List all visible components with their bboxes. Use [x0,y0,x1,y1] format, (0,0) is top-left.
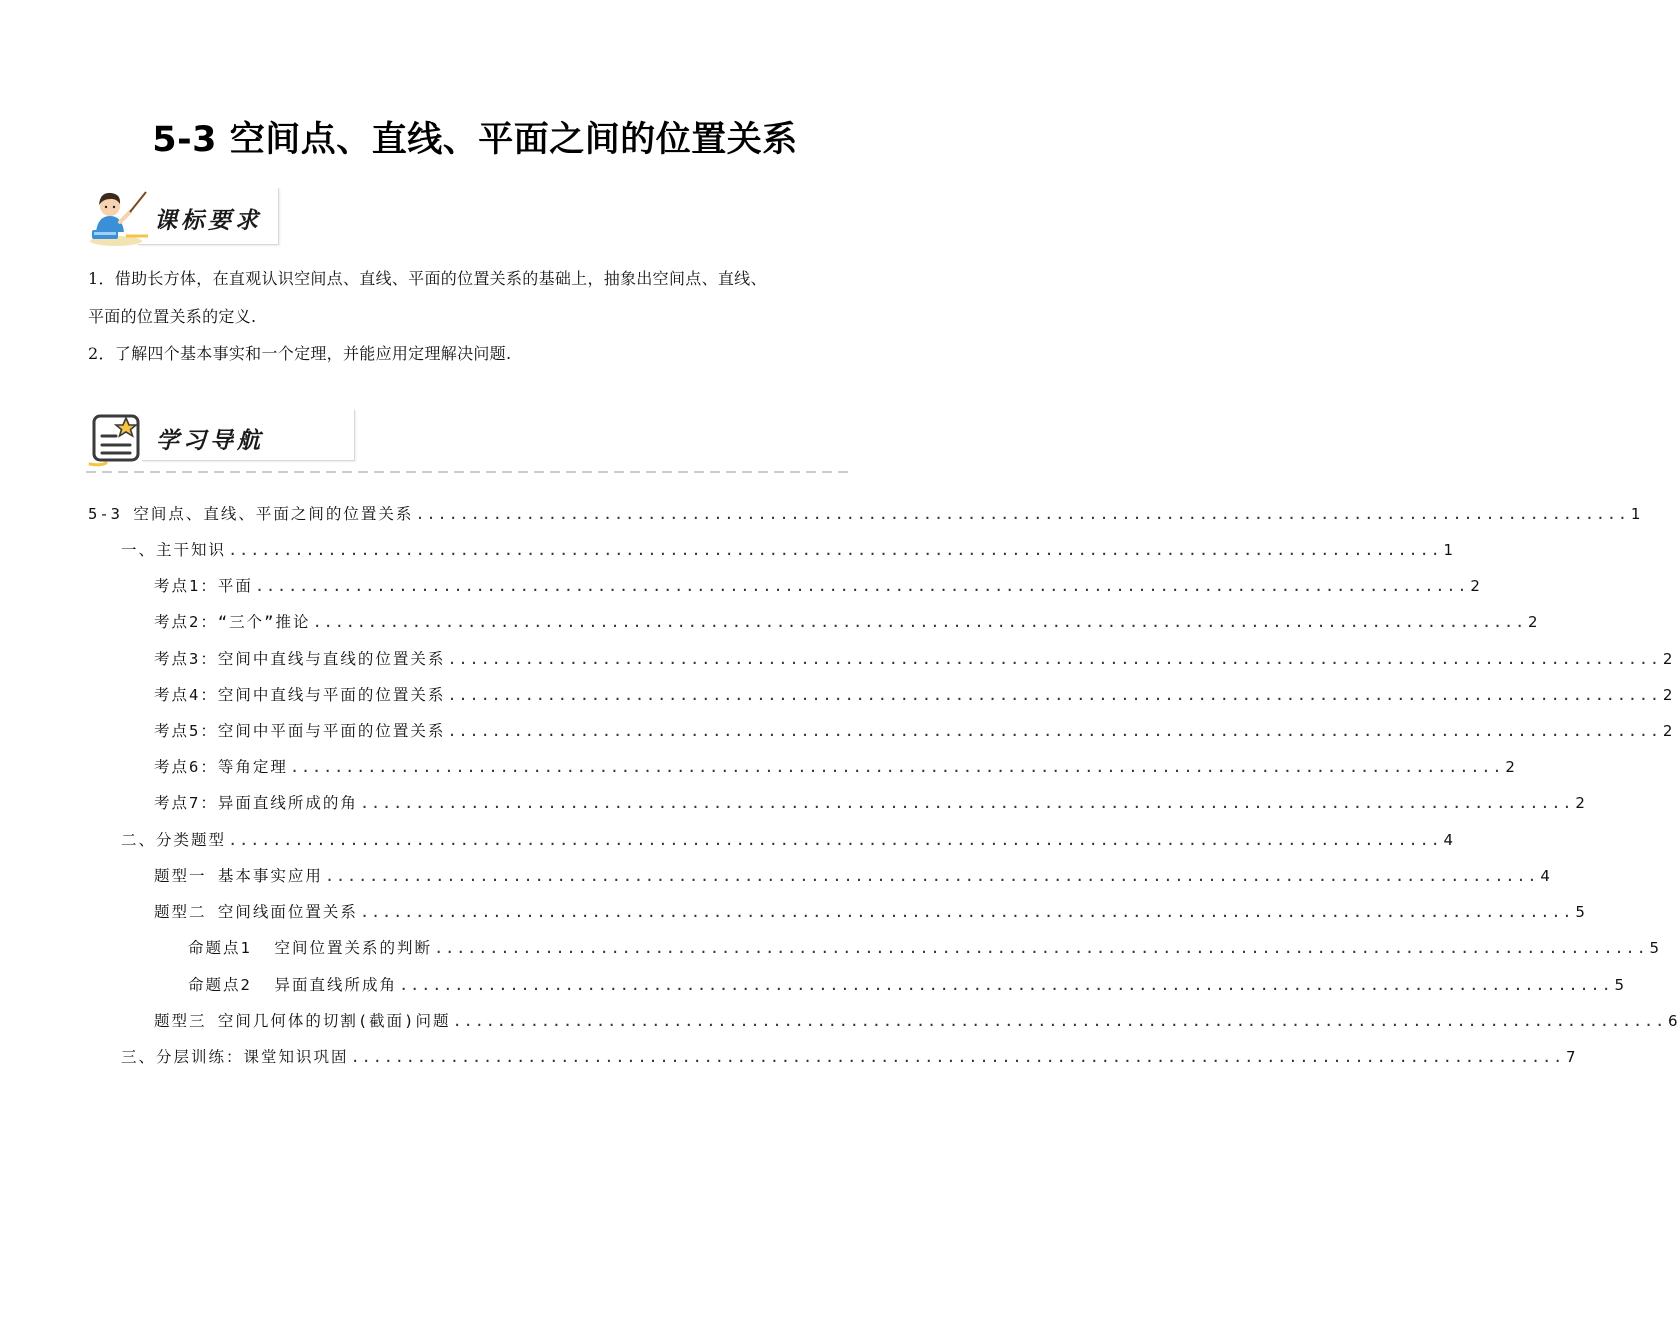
toc-leader-dots: .............................................................................................................. [399,976,1613,994]
toc-leader-dots: .............................................................................................................. [452,1012,1666,1030]
navigation-banner [86,408,358,468]
toc-entry-text: 考点5：空间中平面与平面的位置关系 [154,722,446,740]
toc-entry[interactable] [188,973,1625,995]
toc-entry[interactable] [154,610,1538,632]
toc-entry[interactable] [154,791,1585,813]
toc-entry-text: 考点7：异面直线所成的角 [154,794,358,812]
toc-entry[interactable] [154,864,1550,886]
toc-entry-text: 考点6：等角定理 [154,758,288,776]
toc-page-number: 7 [1566,1048,1576,1066]
toc-page-number: 1 [1630,505,1641,523]
toc-page-number: 1 [1443,541,1454,559]
toc-page-number: 5 [1575,903,1585,921]
toc-entry[interactable] [188,936,1660,958]
toc-page-number: 5 [1649,939,1660,957]
toc-entry-text: 一、主干知识 [121,541,227,559]
toc-entry[interactable] [154,755,1515,777]
toc-leader-dots: .............................................................................................................. [415,505,1629,523]
toc-entry-text: 三、分层训练：课堂知识巩固 [121,1048,349,1066]
toc-entry-text: 命题点1 空间位置关系的判断 [188,939,432,957]
toc-page-number: 2 [1662,722,1673,740]
toc-page-number: 2 [1575,794,1585,812]
toc-leader-dots: .............................................................................................................. [324,867,1539,885]
toc-entry[interactable] [154,574,1480,596]
toc-page-number: 4 [1540,867,1550,885]
toc-entry-text: 考点3：空间中直线与直线的位置关系 [154,650,446,668]
toc-entry[interactable] [121,1045,1576,1067]
toc-entry[interactable] [121,538,1454,560]
toc-leader-dots: .............................................................................................................. [228,541,1442,559]
toc-entry-text: 题型一 基本事实应用 [154,867,323,885]
toc-page-number: 6 [1668,1012,1678,1030]
toc-leader-dots: .............................................................................................................. [254,577,1469,595]
toc-page-number: 2 [1528,613,1538,631]
toc-leader-dots: .............................................................................................................. [312,613,1526,631]
toc-entry[interactable] [88,502,1641,524]
toc-leader-dots: .............................................................................................................. [434,939,1648,957]
toc-page-number: 2 [1662,686,1673,704]
toc-page-number: 2 [1662,650,1673,668]
toc-entry-text: 考点1：平面 [154,577,253,595]
dashed-divider [86,470,852,474]
toc-leader-dots: .............................................................................................................. [359,903,1574,921]
toc-leader-dots: .............................................................................................................. [359,794,1574,812]
toc-entry[interactable] [154,683,1673,705]
toc-page-number: 2 [1505,758,1515,776]
requirements-banner [86,186,286,248]
toc-leader-dots: .............................................................................................................. [447,686,1661,704]
toc-leader-dots: .............................................................................................................. [447,650,1661,668]
requirements-label: 课标要求 [154,207,262,234]
toc-entry-text: 考点2：“三个”推论 [154,613,311,631]
toc-entry[interactable] [154,719,1673,741]
toc-entry[interactable] [154,647,1673,669]
navigation-label: 学习导航 [156,427,264,454]
toc-entry-text: 题型三 空间几何体的切割(截面)问题 [154,1012,451,1030]
toc-entry-text: 题型二 空间线面位置关系 [154,903,358,921]
notebook-star-icon [86,408,148,468]
requirement-line-3: 2．了解四个基本事实和一个定理，并能应用定理解决问题. [88,344,512,363]
toc-leader-dots: .............................................................................................................. [289,758,1504,776]
toc-leader-dots: .............................................................................................................. [447,722,1661,740]
toc-page-number: 4 [1443,831,1454,849]
toc-page-number: 2 [1470,577,1480,595]
toc-leader-dots: .............................................................................................................. [228,831,1442,849]
toc-entry[interactable] [121,828,1454,850]
requirement-line-1: 1．借助长方体，在直观认识空间点、直线、平面的位置关系的基础上，抽象出空间点、直线、 [88,269,767,288]
toc-page-number: 5 [1614,976,1625,994]
toc-leader-dots: .............................................................................................................. [350,1048,1565,1066]
toc-entry-text: 二、分类题型 [121,831,227,849]
teacher-icon [86,186,152,248]
toc-entry-text: 考点4：空间中直线与平面的位置关系 [154,686,446,704]
toc-entry[interactable] [154,900,1585,922]
toc-entry-text: 命题点2 异面直线所成角 [188,976,397,994]
toc-entry[interactable] [154,1009,1678,1031]
requirement-line-2: 平面的位置关系的定义. [88,307,257,326]
toc-entry-text: 5-3 空间点、直线、平面之间的位置关系 [88,505,414,523]
page-title: 5-3 空间点、直线、平面之间的位置关系 [152,120,798,160]
